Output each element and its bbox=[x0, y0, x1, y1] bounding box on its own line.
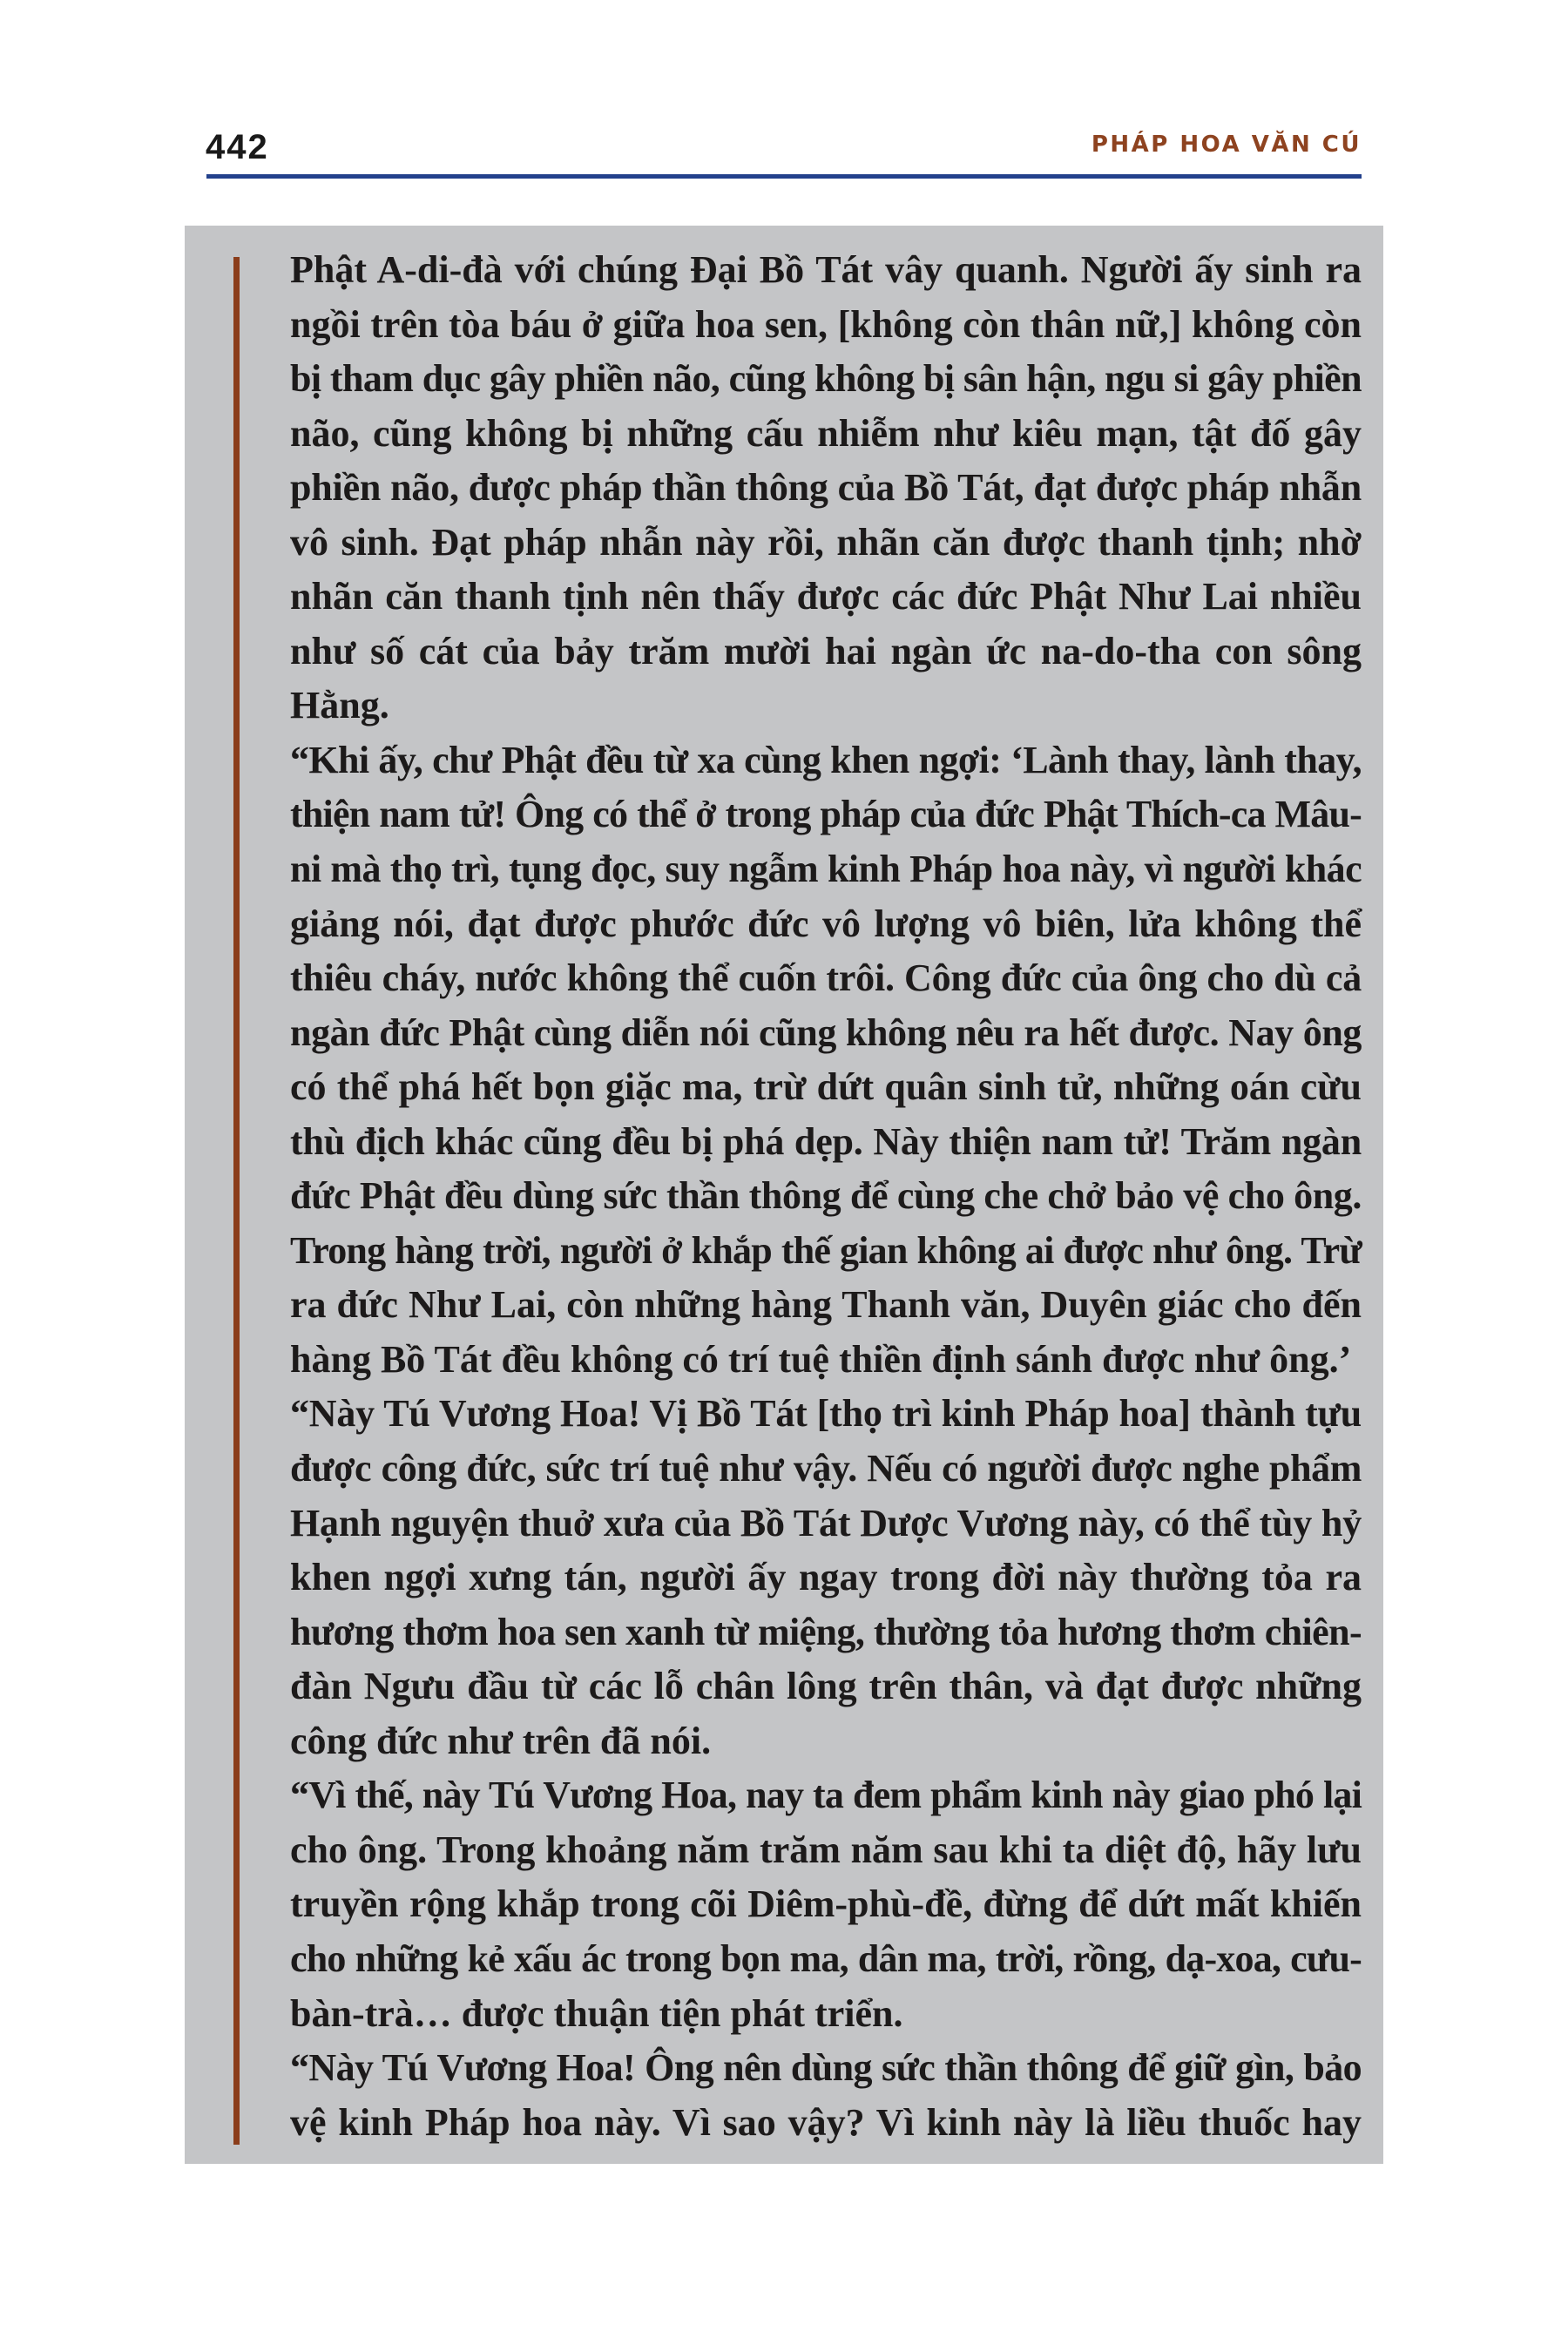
accent-bar bbox=[233, 257, 240, 2145]
text-line: vô sinh. Đạt pháp nhẫn này rồi, nhãn căn được thanh tịnh; nhờ bbox=[290, 520, 1362, 564]
text-line: bị tham dục gây phiền não, cũng không bị sân hận, ngu si gây phiền bbox=[290, 357, 1362, 401]
text-line: được công đức, sức trí tuệ như vậy. Nếu có người được nghe phẩm bbox=[290, 1447, 1362, 1490]
text-line: cho ông. Trong khoảng năm trăm năm sau khi ta diệt độ, hãy lưu bbox=[290, 1828, 1362, 1871]
text-line: nhãn căn thanh tịnh nên thấy được các đức Phật Như Lai nhiều bbox=[290, 575, 1362, 618]
text-line: đức Phật đều dùng sức thần thông để cùng che chở bảo vệ cho ông. bbox=[290, 1174, 1362, 1218]
text-line: ngồi trên tòa báu ở giữa hoa sen, [không còn thân nữ,] không còn bbox=[290, 302, 1362, 346]
text-line: ni mà thọ trì, tụng đọc, suy ngẫm kinh Pháp hoa này, vì người khác bbox=[290, 848, 1362, 891]
text-line: “Vì thế, này Tú Vương Hoa, nay ta đem phẩm kinh này giao phó lại bbox=[290, 1774, 1362, 1817]
running-title: PHÁP HOA VĂN CÚ bbox=[1091, 132, 1362, 158]
excerpt-text bbox=[290, 243, 1362, 2150]
text-line: Hạnh nguyện thuở xưa của Bồ Tát Dược Vương này, có thể tùy hỷ bbox=[290, 1501, 1362, 1544]
text-line: hương thơm hoa sen xanh từ miệng, thường tỏa hương thơm chiên- bbox=[290, 1610, 1362, 1653]
text-line: thù địch khác cũng đều bị phá dẹp. Này thiện nam tử! Trăm ngàn bbox=[290, 1119, 1362, 1163]
text-line: “Này Tú Vương Hoa! Ông nên dùng sức thần thông để giữ gìn, bảo bbox=[290, 2046, 1362, 2090]
text-line: ngàn đức Phật cùng diễn nói cũng không nêu ra hết được. Nay ông bbox=[290, 1010, 1362, 1054]
text-line: khen ngợi xưng tán, người ấy ngay trong đời này thường tỏa ra bbox=[290, 1556, 1362, 1599]
text-line: truyền rộng khắp trong cõi Diêm-phù-đề, đừng để dứt mất khiến bbox=[290, 1882, 1362, 1926]
text-line: cho những kẻ xấu ác trong bọn ma, dân ma, trời, rồng, dạ-xoa, cưu- bbox=[290, 1936, 1362, 1980]
text-line: Phật A-di-đà với chúng Đại Bồ Tát vây quanh. Người ấy sinh ra bbox=[290, 248, 1362, 291]
text-line: “Khi ấy, chư Phật đều từ xa cùng khen ngợi: ‘Lành thay, lành thay, bbox=[290, 738, 1362, 781]
text-line: như số cát của bảy trăm mười hai ngàn ức na-do-tha con sông bbox=[290, 629, 1362, 672]
text-line: não, cũng không bị những cấu nhiễm như kiêu mạn, tật đố gây bbox=[290, 411, 1362, 455]
text-line: “Này Tú Vương Hoa! Vị Bồ Tát [thọ trì kinh Pháp hoa] thành tựu bbox=[290, 1392, 1362, 1436]
text-line: có thể phá hết bọn giặc ma, trừ dứt quân sinh tử, những oán cừu bbox=[290, 1065, 1362, 1109]
text-line: đàn Ngưu đầu từ các lỗ chân lông trên thân, và đạt được những bbox=[290, 1665, 1362, 1708]
text-line: hàng Bồ Tát đều không có trí tuệ thiền định sánh được như ông.’ bbox=[290, 1337, 1352, 1381]
text-line: công đức như trên đã nói. bbox=[290, 1719, 712, 1762]
text-line: phiền não, được pháp thần thông của Bồ Tát, đạt được pháp nhẫn bbox=[290, 466, 1362, 510]
header-rule bbox=[206, 174, 1362, 179]
text-line: giảng nói, đạt được phước đức vô lượng vô biên, lửa không thể bbox=[290, 902, 1362, 945]
text-line: bàn-trà… được thuận tiện phát triển. bbox=[290, 1991, 903, 2035]
text-line: ra đức Như Lai, còn những hàng Thanh văn, Duyên giác cho đến bbox=[290, 1283, 1362, 1327]
text-line: vệ kinh Pháp hoa này. Vì sao vậy? Vì kinh này là liều thuốc hay bbox=[290, 2100, 1362, 2144]
text-line: Trong hàng trời, người ở khắp thế gian không ai được như ông. Trừ bbox=[290, 1228, 1362, 1272]
text-line: thiện nam tử! Ông có thể ở trong pháp của đức Phật Thích-ca Mâu- bbox=[290, 793, 1362, 836]
text-line: thiêu cháy, nước không thể cuốn trôi. Công đức của ông cho dù cả bbox=[290, 956, 1362, 1000]
text-line: Hằng. bbox=[290, 684, 389, 727]
page-number: 442 bbox=[206, 128, 269, 166]
